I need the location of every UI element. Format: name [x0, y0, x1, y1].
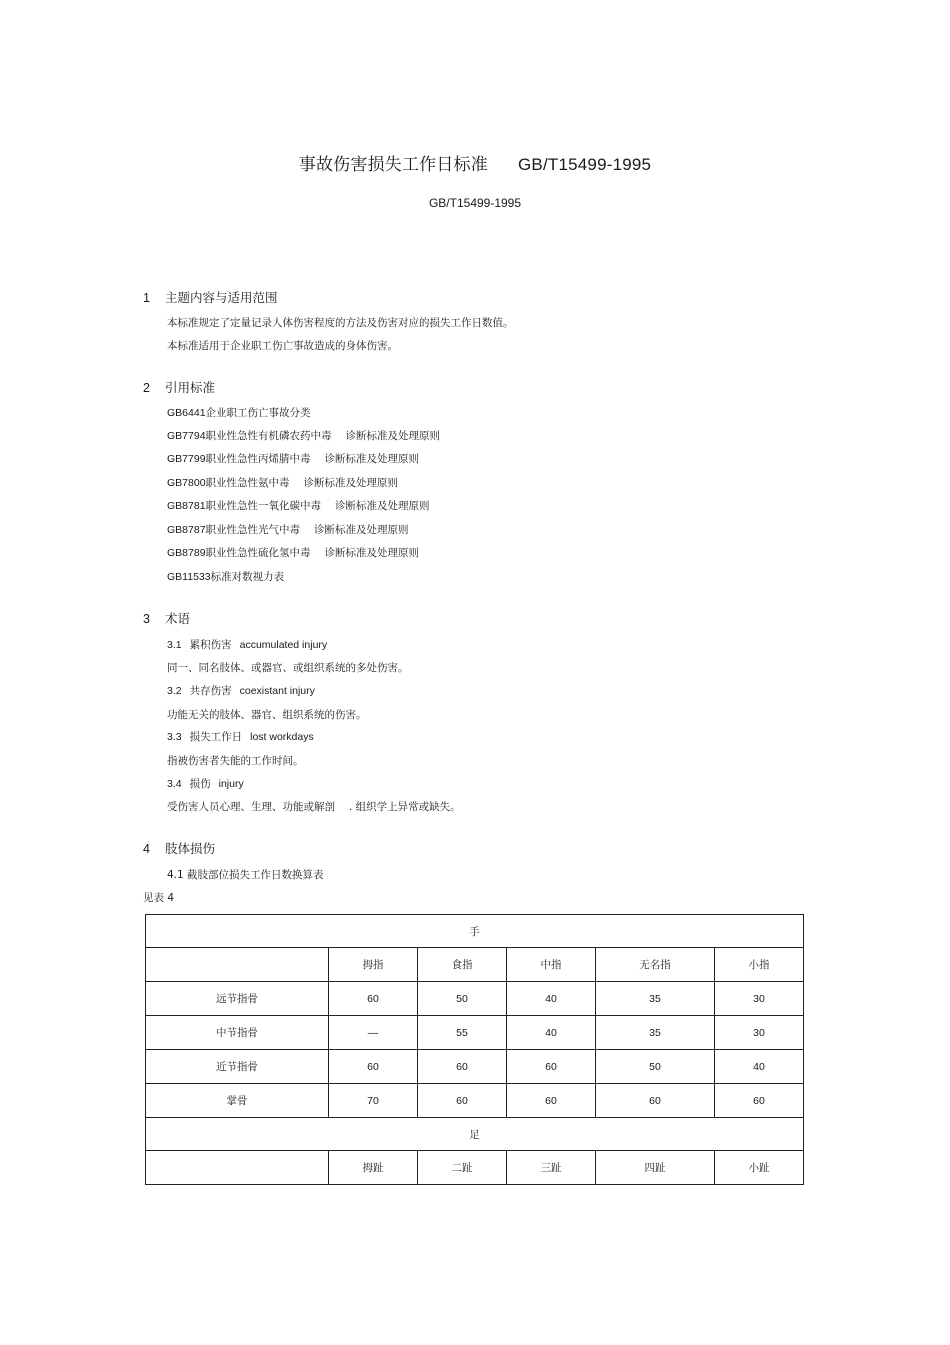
- ref-name: 职业性急性光气中毒: [205, 524, 301, 536]
- table-cell: 50: [418, 982, 507, 1016]
- term-definition-part: 受伤害人员心理、生理、功能或解剖: [167, 801, 335, 813]
- row-label: 掌骨: [146, 1084, 329, 1118]
- subsection-heading: 4.1 截肢部位损失工作日数换算表: [167, 869, 324, 881]
- ref-code: GB7799: [167, 453, 206, 465]
- table-cell: 40: [715, 1050, 804, 1084]
- table-cell: 60: [418, 1084, 507, 1118]
- term-en: accumulated injury: [239, 639, 328, 651]
- column-header: 无名指: [596, 948, 715, 982]
- term-en: coexistant injury: [239, 685, 315, 697]
- column-header: 食指: [418, 948, 507, 982]
- section-2-heading: [143, 378, 215, 396]
- section-title: 引用标准: [165, 380, 216, 395]
- table-cell: 50: [596, 1050, 715, 1084]
- ref-item: [167, 569, 284, 584]
- row-label: 近节指骨: [146, 1050, 329, 1084]
- table-row: [146, 1016, 804, 1050]
- table-row: [146, 948, 804, 982]
- foot-section-header: 足: [146, 1118, 804, 1151]
- term-number: 3.4: [167, 778, 182, 790]
- term-definition: 指被伤害者失能的工作时间。: [167, 755, 304, 767]
- ref-code: GB7794: [167, 430, 206, 442]
- ref-name: 标准对数视力表: [210, 571, 285, 583]
- ref-name: 职业性急性一氧化碳中毒: [205, 500, 322, 512]
- term-number: 3.2: [167, 685, 182, 697]
- ref-suffix: 诊断标准及处理原则: [345, 430, 441, 442]
- table-cell-empty: [146, 948, 329, 982]
- column-header: 三趾: [507, 1151, 596, 1185]
- table-cell: 60: [418, 1050, 507, 1084]
- term-number: 3.3: [167, 731, 182, 743]
- term-definition-part: . 组织学上异常或缺失。: [349, 801, 461, 813]
- table-cell-empty: [146, 1151, 329, 1185]
- term-cn: 损失工作日: [189, 731, 243, 743]
- table-cell: 70: [329, 1084, 418, 1118]
- ref-item: [167, 522, 409, 537]
- term-heading: [167, 683, 315, 698]
- section-4-heading: [143, 839, 215, 857]
- ref-item: [167, 545, 419, 560]
- ref-suffix: 诊断标准及处理原则: [324, 453, 420, 465]
- table-cell: 35: [596, 982, 715, 1016]
- table-cell: 60: [596, 1084, 715, 1118]
- term-cn: 累积伤害: [189, 639, 232, 651]
- table-cell: 40: [507, 982, 596, 1016]
- ref-name: 职业性急性硫化氢中毒: [205, 547, 311, 559]
- term-number: 3.1: [167, 639, 182, 651]
- section-1-heading: [143, 288, 278, 306]
- term-cn: 损伤: [189, 778, 211, 790]
- term-heading: [167, 776, 244, 791]
- term-heading: [167, 729, 314, 744]
- ref-code: GB11533: [167, 571, 211, 583]
- column-header: 四趾: [596, 1151, 715, 1185]
- ref-name: 企业职工伤亡事故分类: [205, 407, 311, 419]
- title-code: GB/T15499-1995: [517, 155, 652, 174]
- s1-line-2: 本标准适用于企业职工伤亡事故造成的身体伤害。: [167, 340, 398, 352]
- term-cn: 共存伤害: [189, 685, 232, 697]
- column-header: 拇趾: [329, 1151, 418, 1185]
- column-header: 中指: [507, 948, 596, 982]
- section-number: 4: [143, 842, 150, 856]
- hand-section-header: 手: [146, 915, 804, 948]
- section-number: 1: [143, 291, 150, 305]
- table-cell: 40: [507, 1016, 596, 1050]
- ref-item: [167, 405, 311, 420]
- row-label: 远节指骨: [146, 982, 329, 1016]
- table-cell: 30: [715, 1016, 804, 1050]
- section-number: 2: [143, 381, 150, 395]
- page-subtitle: GB/T15499-1995: [428, 196, 522, 210]
- section-title: 术语: [165, 611, 191, 626]
- table-cell: 60: [329, 982, 418, 1016]
- term-definition: [167, 799, 461, 814]
- ref-suffix: 诊断标准及处理原则: [324, 547, 420, 559]
- ref-name: 职业性急性氨中毒: [205, 477, 290, 489]
- term-en: lost workdays: [250, 731, 314, 743]
- ref-item: [167, 428, 440, 443]
- ref-item: [167, 451, 419, 466]
- table-row: [146, 1118, 804, 1151]
- term-heading: [167, 637, 327, 652]
- table-cell: 60: [715, 1084, 804, 1118]
- table-cell: —: [329, 1016, 418, 1050]
- page-title: [0, 150, 950, 175]
- amputation-table-wrap: [145, 914, 804, 1185]
- section-title: 肢体损伤: [165, 841, 216, 856]
- ref-code: GB7800: [167, 477, 206, 489]
- table-reference: 见表 4: [143, 892, 175, 904]
- column-header: 小趾: [715, 1151, 804, 1185]
- term-en: injury: [218, 778, 244, 790]
- ref-item: [167, 475, 398, 490]
- table-row: [146, 1151, 804, 1185]
- title-text: 事故伤害损失工作日标准: [298, 155, 488, 175]
- section-3-heading: [143, 609, 190, 627]
- column-header: 小指: [715, 948, 804, 982]
- ref-suffix: 诊断标准及处理原则: [335, 500, 430, 512]
- table-cell: 30: [715, 982, 804, 1016]
- ref-code: GB8781: [167, 500, 206, 512]
- table-cell: 60: [329, 1050, 418, 1084]
- ref-suffix: 诊断标准及处理原则: [314, 524, 409, 536]
- table-cell: 60: [507, 1084, 596, 1118]
- ref-item: [167, 498, 430, 513]
- table-row: [146, 1084, 804, 1118]
- amputation-table: [145, 914, 804, 1185]
- term-definition: 功能无关的肢体、器官、组织系统的伤害。: [167, 709, 367, 721]
- table-cell: 60: [507, 1050, 596, 1084]
- ref-code: GB8789: [167, 547, 206, 559]
- table-cell: 35: [596, 1016, 715, 1050]
- ref-code: GB8787: [167, 524, 206, 536]
- section-number: 3: [143, 612, 150, 626]
- table-row: [146, 982, 804, 1016]
- term-definition: 同一、同名肢体、或器官、或组织系统的多处伤害。: [167, 662, 409, 674]
- ref-name: 职业性急性丙烯腈中毒: [205, 453, 311, 465]
- column-header: 二趾: [418, 1151, 507, 1185]
- ref-suffix: 诊断标准及处理原则: [303, 477, 399, 489]
- s1-line-1: 本标准规定了定量记录人体伤害程度的方法及伤害对应的损失工作日数值。: [167, 317, 514, 329]
- ref-name: 职业性急性有机磷农药中毒: [205, 430, 332, 442]
- table-row: [146, 1050, 804, 1084]
- column-header: 拇指: [329, 948, 418, 982]
- table-cell: 55: [418, 1016, 507, 1050]
- section-title: 主题内容与适用范围: [165, 290, 278, 305]
- table-row: [146, 915, 804, 948]
- ref-code: GB6441: [167, 407, 206, 419]
- row-label: 中节指骨: [146, 1016, 329, 1050]
